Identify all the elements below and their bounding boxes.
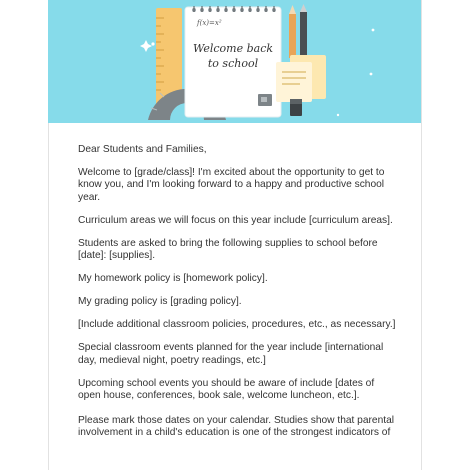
letter-paragraph-curriculum: Curriculum areas we will focus on this year include [curriculum areas]. [78, 214, 393, 226]
letter-greeting: Dear Students and Families, [78, 144, 207, 155]
eraser-icon [290, 99, 302, 116]
paper-icon [276, 55, 326, 102]
star-icon [140, 40, 152, 52]
letter-paragraph-welcome: Welcome to [grade/class]! I'm excited about the opportunity to get to know you, and I'm looking forward to a happy and productive school year. [78, 166, 385, 204]
banner-title-line1: Welcome back [192, 42, 274, 55]
letter-paragraph-grading: My grading policy is [grading policy]. [78, 296, 242, 308]
school-illustration [48, 0, 421, 123]
letter-paragraph-calendar: Please mark those dates on your calendar. Studies show that parental involvement in a child's education is one of the strongest indicators of [78, 414, 395, 439]
letter-body [78, 144, 398, 450]
letter-paragraph-policies: [Include additional classroom policies, procedures, etc., as necessary.] [78, 319, 396, 331]
letter-paragraph-classroom-events: Special classroom events planned for the year include [international day, medieval night, poetry readings, etc.] [78, 342, 384, 366]
letter-paragraph-school-events: Upcoming school events you should be aware of include [dates of open house, conferences, book sale, welcome luncheon, etc.]. [78, 377, 375, 402]
formula-text: f(x)=x² [197, 19, 222, 27]
letter-paragraph-homework: My homework policy is [homework policy]. [78, 273, 268, 285]
pencil-icon [289, 4, 307, 58]
banner-title-line2: to school [207, 57, 259, 70]
letter-paragraph-supplies: Students are asked to bring the following supplies to school before [date]: [supplies]. [78, 237, 378, 262]
sharpener-icon [258, 94, 272, 106]
header-banner [48, 0, 421, 123]
